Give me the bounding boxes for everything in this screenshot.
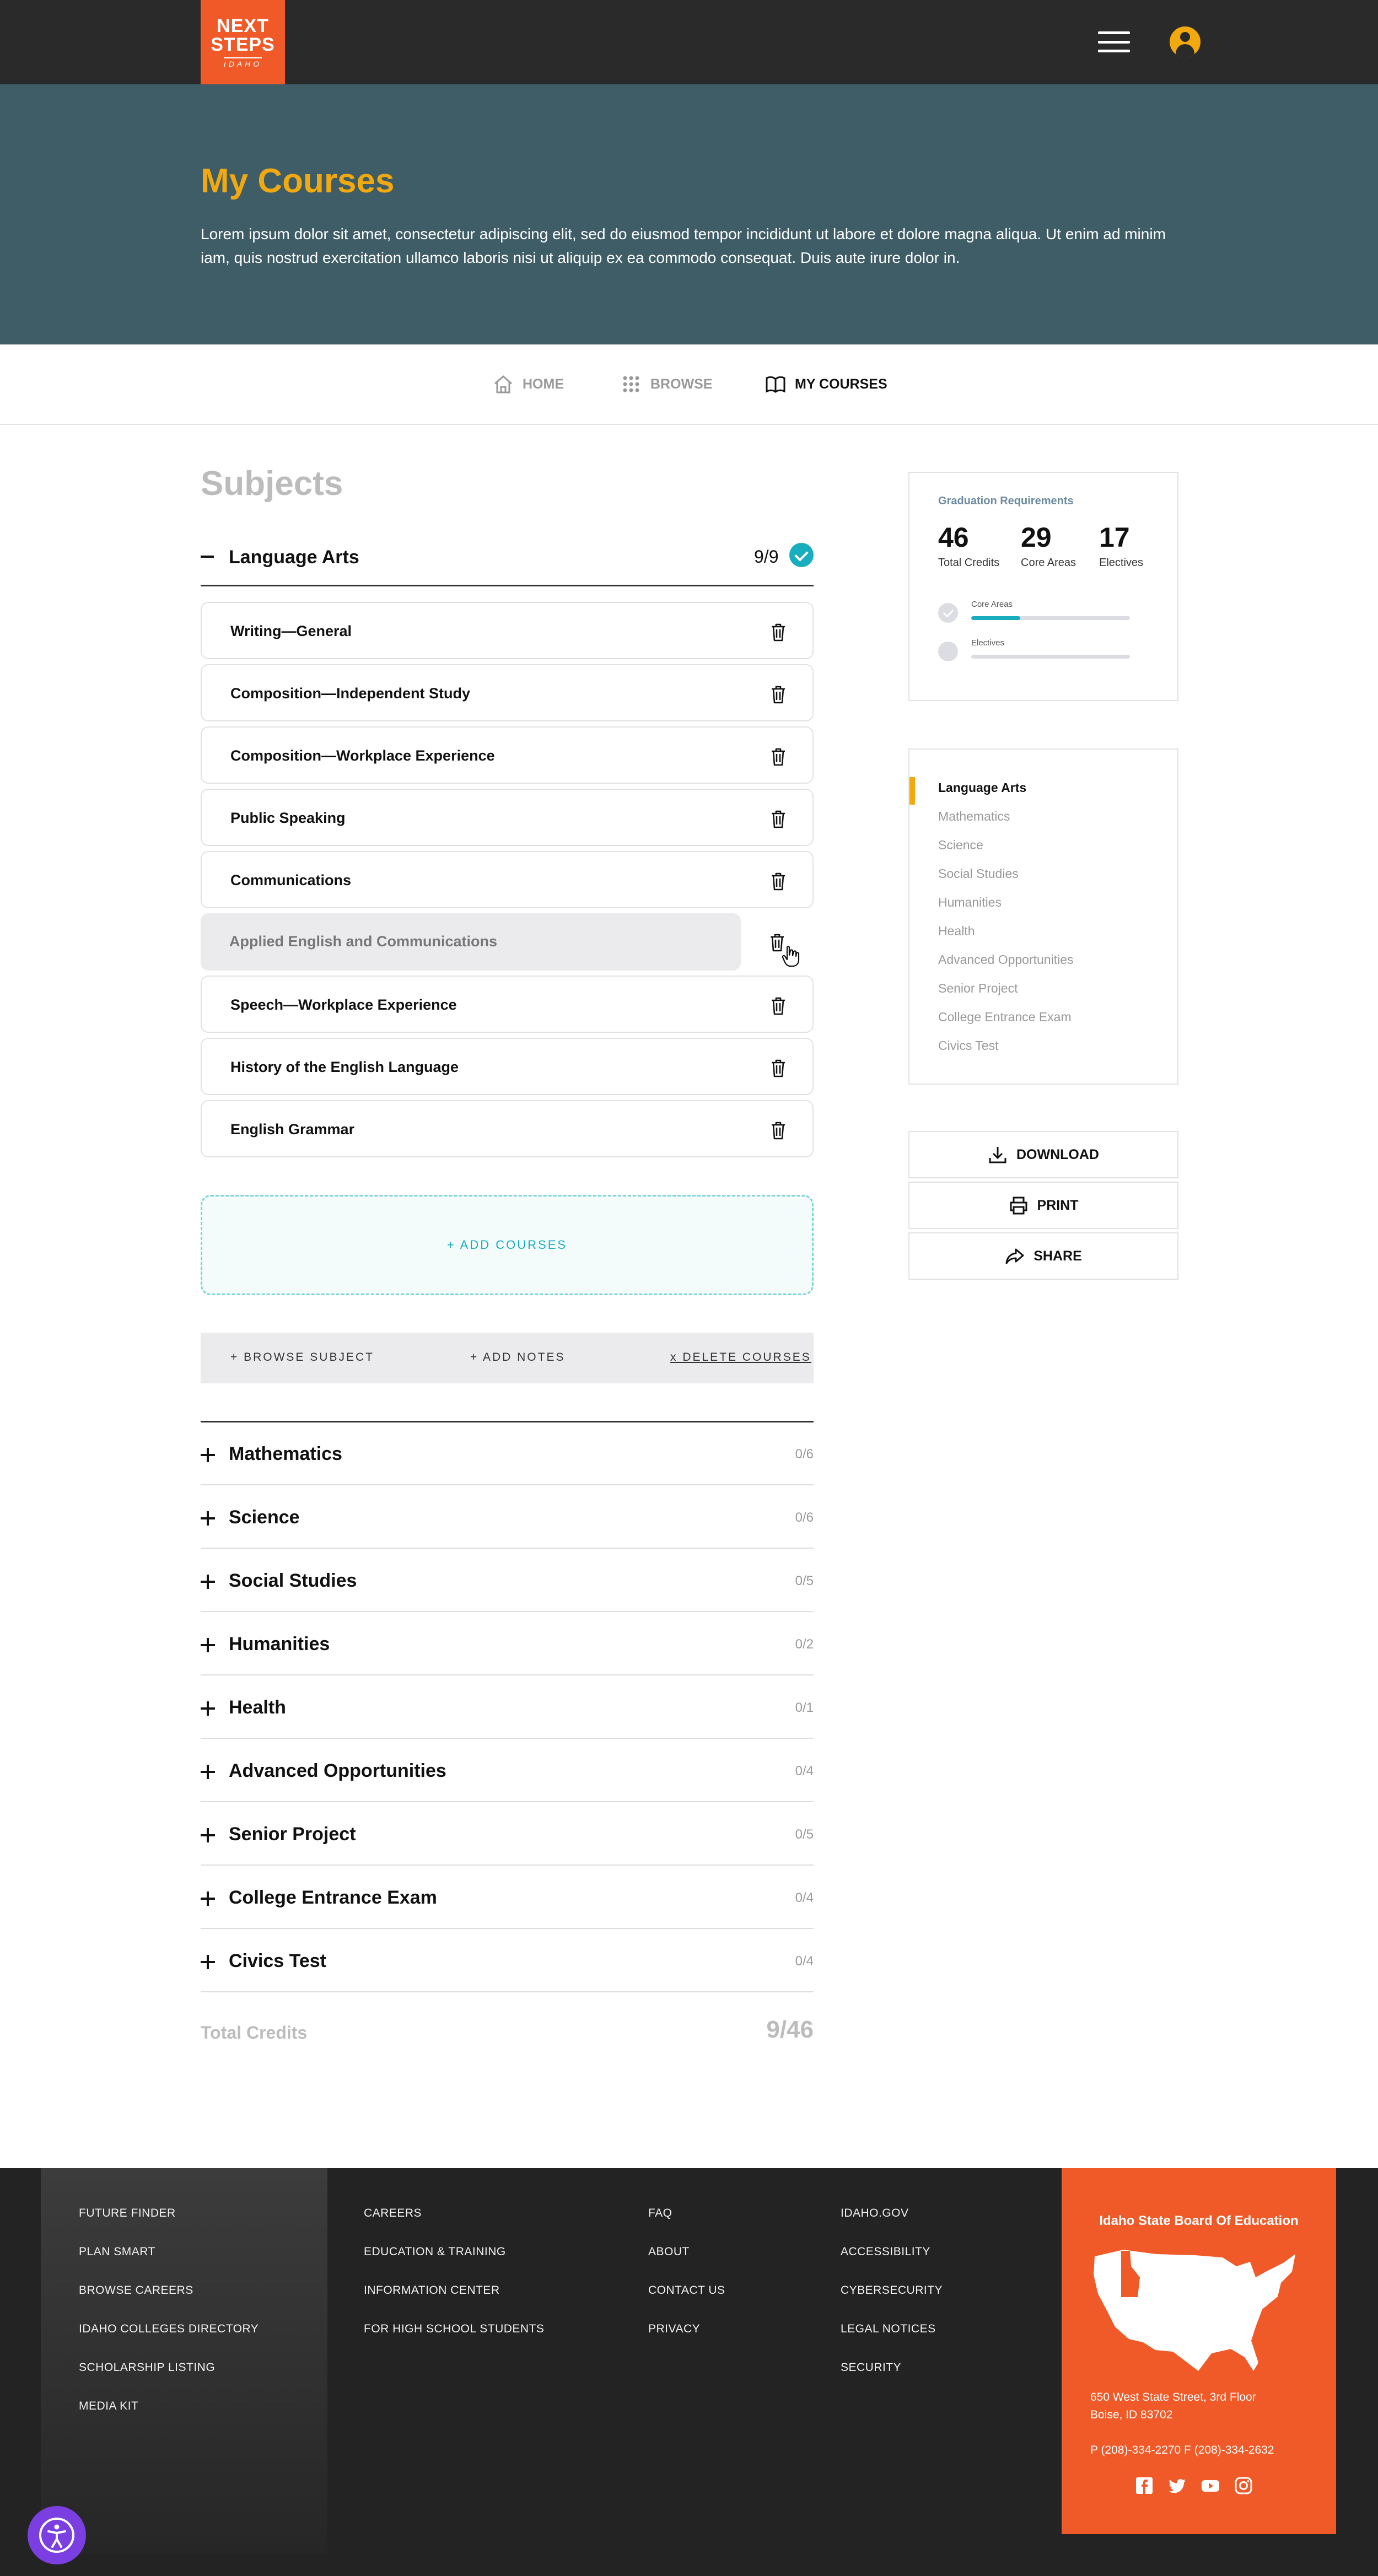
tab-my-courses-label: MY COURSES bbox=[795, 376, 887, 392]
subject-name: Science bbox=[229, 1507, 300, 1528]
expand-plus-icon[interactable] bbox=[201, 1828, 215, 1842]
subject-row[interactable] bbox=[201, 1486, 814, 1549]
tab-home-label: HOME bbox=[523, 376, 564, 392]
hand-cursor-icon bbox=[782, 945, 800, 967]
course-row[interactable] bbox=[201, 664, 814, 721]
trash-icon[interactable] bbox=[770, 623, 787, 642]
footer-link[interactable]: IDAHO COLLEGES DIRECTORY bbox=[79, 2322, 259, 2335]
total-credits-label: Total Credits bbox=[201, 2023, 308, 2043]
total-credits-value: 9/46 bbox=[766, 2016, 814, 2043]
subject-row[interactable] bbox=[201, 1676, 814, 1739]
subject-count: 0/1 bbox=[795, 1700, 814, 1715]
expand-plus-icon[interactable] bbox=[201, 1448, 215, 1462]
stat-label: Electives bbox=[1099, 557, 1144, 569]
course-row[interactable] bbox=[201, 789, 814, 846]
course-name: English Grammar bbox=[230, 1121, 355, 1138]
board-title: Idaho State Board Of Education bbox=[1099, 2213, 1299, 2228]
subject-row[interactable] bbox=[201, 1803, 814, 1866]
download-icon bbox=[988, 1145, 1008, 1165]
stat-electives bbox=[1099, 521, 1143, 569]
subject-row[interactable] bbox=[201, 1613, 814, 1675]
collapse-icon[interactable] bbox=[201, 556, 214, 558]
usa-map-icon bbox=[1090, 2244, 1300, 2382]
facebook-icon[interactable] bbox=[1134, 2476, 1154, 2496]
footer-link[interactable]: CYBERSECURITY bbox=[841, 2284, 943, 2297]
graduation-title: Graduation Requirements bbox=[938, 495, 1074, 507]
instagram-icon[interactable] bbox=[1234, 2476, 1253, 2496]
course-row[interactable] bbox=[201, 976, 814, 1033]
print-button[interactable] bbox=[908, 1182, 1178, 1229]
expand-plus-icon[interactable] bbox=[201, 1638, 215, 1652]
board-address-1: 650 West State Street, 3rd Floor bbox=[1090, 2391, 1256, 2403]
subject-nav-item[interactable]: Science bbox=[938, 838, 983, 852]
subjects-heading: Subjects bbox=[201, 465, 343, 503]
subject-row[interactable] bbox=[201, 1866, 814, 1929]
subject-nav-item[interactable]: Senior Project bbox=[938, 981, 1018, 995]
course-name: Communications bbox=[230, 872, 352, 888]
progress-label: Core Areas bbox=[971, 600, 1013, 609]
site-footer bbox=[0, 2168, 1378, 2576]
subject-row[interactable] bbox=[201, 1930, 814, 1992]
stat-label: Total Credits bbox=[938, 557, 1000, 569]
logo-line-3: IDAHO bbox=[224, 57, 262, 68]
footer-link[interactable]: CAREERS bbox=[364, 2207, 422, 2219]
download-label: DOWNLOAD bbox=[1016, 1146, 1099, 1162]
course-row[interactable] bbox=[201, 602, 814, 659]
trash-icon[interactable] bbox=[770, 872, 787, 891]
course-row[interactable] bbox=[201, 1100, 814, 1157]
language-arts-count: 9/9 bbox=[754, 547, 779, 567]
subject-name: Mathematics bbox=[229, 1443, 342, 1464]
subject-name: Civics Test bbox=[229, 1950, 327, 1971]
subject-nav-item[interactable]: Mathematics bbox=[938, 809, 1010, 823]
subject-nav-item[interactable]: College Entrance Exam bbox=[938, 1010, 1072, 1024]
subject-nav-item[interactable]: Health bbox=[938, 924, 975, 938]
subject-nav-item[interactable]: Language Arts bbox=[938, 780, 1027, 795]
logo-line-1: NEXT bbox=[217, 15, 269, 36]
print-label: PRINT bbox=[1037, 1197, 1079, 1213]
add-notes-button[interactable]: + ADD NOTES bbox=[470, 1351, 566, 1364]
subject-action-bar bbox=[201, 1333, 814, 1383]
subject-count: 0/2 bbox=[795, 1637, 814, 1652]
page-description: Lorem ipsum dolor sit amet, consectetur adipiscing elit, sed do eiusmod tempor incididunt ut labore et dolore magna aliqua. Ut enim ad minim iam, quis nostrud exercitation ullamco laboris nisi ut aliquip ex ea commodo consequat. Duis aute irure dolor in. bbox=[201, 225, 1166, 266]
stat-value: 46 bbox=[938, 522, 969, 553]
tab-browse-label: BROWSE bbox=[650, 376, 713, 392]
progress-fill bbox=[971, 616, 1020, 620]
expand-plus-icon[interactable] bbox=[201, 1955, 215, 1969]
subject-name: Humanities bbox=[229, 1634, 330, 1655]
subject-count: 0/4 bbox=[795, 1764, 814, 1779]
language-arts-title: Language Arts bbox=[229, 547, 359, 568]
language-arts-header[interactable] bbox=[201, 536, 814, 586]
footer-link[interactable]: SCHOLARSHIP LISTING bbox=[79, 2361, 216, 2374]
course-row[interactable] bbox=[201, 726, 814, 784]
course-row[interactable] bbox=[201, 851, 814, 908]
stat-core-areas bbox=[1021, 521, 1076, 569]
stat-value: 17 bbox=[1099, 522, 1130, 553]
stat-total-credits bbox=[938, 521, 999, 569]
top-bar bbox=[0, 0, 1378, 84]
progress-check-icon bbox=[938, 603, 958, 623]
course-name: Applied English and Communications bbox=[229, 933, 498, 950]
subject-count: 0/5 bbox=[795, 1573, 814, 1588]
home-icon bbox=[493, 374, 514, 395]
course-row[interactable] bbox=[201, 913, 814, 971]
stat-value: 29 bbox=[1021, 522, 1052, 553]
expand-plus-icon[interactable] bbox=[201, 1765, 215, 1779]
expand-plus-icon[interactable] bbox=[201, 1891, 215, 1906]
board-of-education-card bbox=[1062, 2168, 1336, 2534]
tab-browse[interactable] bbox=[621, 372, 713, 396]
course-name: Public Speaking bbox=[230, 810, 346, 826]
expand-plus-icon[interactable] bbox=[201, 1511, 215, 1526]
share-label: SHARE bbox=[1034, 1248, 1082, 1264]
add-courses-button[interactable]: + ADD COURSES bbox=[201, 1195, 814, 1295]
book-icon bbox=[765, 374, 786, 395]
subject-count: 0/5 bbox=[795, 1827, 814, 1842]
trash-icon[interactable] bbox=[770, 810, 787, 828]
subject-name: College Entrance Exam bbox=[229, 1887, 437, 1908]
board-phone: P (208)-334-2270 F (208)-334-2632 bbox=[1090, 2444, 1274, 2456]
subject-name: Social Studies bbox=[229, 1570, 357, 1591]
expand-plus-icon[interactable] bbox=[201, 1575, 215, 1589]
share-arrow-icon bbox=[1005, 1246, 1025, 1266]
subject-name: Advanced Opportunities bbox=[229, 1760, 446, 1781]
subject-nav-card bbox=[908, 748, 1178, 1085]
grid-icon bbox=[621, 374, 642, 395]
page-title: My Courses bbox=[201, 162, 395, 200]
download-button[interactable] bbox=[908, 1131, 1178, 1178]
accessibility-person-icon bbox=[28, 2506, 86, 2564]
progress-check-icon bbox=[938, 642, 958, 661]
subject-nav-item[interactable]: Humanities bbox=[938, 895, 1002, 909]
trash-icon[interactable] bbox=[770, 1059, 787, 1077]
footer-link[interactable]: IDAHO.GOV bbox=[841, 2207, 909, 2219]
footer-link[interactable]: FUTURE FINDER bbox=[79, 2207, 176, 2219]
printer-icon bbox=[1009, 1195, 1029, 1215]
progress-track bbox=[971, 655, 1130, 659]
subject-count: 0/4 bbox=[795, 1890, 814, 1905]
core-areas-progress bbox=[938, 600, 1148, 625]
footer-link[interactable]: PLAN SMART bbox=[79, 2245, 155, 2258]
stat-label: Core Areas bbox=[1021, 557, 1076, 569]
hamburger-menu-icon[interactable] bbox=[1098, 31, 1130, 52]
course-name: Speech—Workplace Experience bbox=[230, 996, 457, 1013]
subject-count: 0/6 bbox=[795, 1447, 814, 1462]
trash-icon[interactable] bbox=[770, 747, 787, 766]
complete-check-icon bbox=[789, 543, 814, 567]
subject-count: 0/6 bbox=[795, 1510, 814, 1525]
subject-row[interactable] bbox=[201, 1739, 814, 1802]
footer-link[interactable]: BROWSE CAREERS bbox=[79, 2284, 193, 2297]
footer-link[interactable]: LEGAL NOTICES bbox=[841, 2322, 936, 2335]
subject-name: Senior Project bbox=[229, 1824, 356, 1845]
subject-row[interactable] bbox=[201, 1549, 814, 1612]
footer-link[interactable]: INFORMATION CENTER bbox=[364, 2284, 500, 2297]
main-tabs bbox=[0, 344, 1378, 425]
footer-link[interactable]: ABOUT bbox=[648, 2245, 690, 2258]
course-row[interactable] bbox=[201, 1038, 814, 1095]
board-address-2: Boise, ID 83702 bbox=[1090, 2408, 1173, 2421]
tab-my-courses[interactable] bbox=[765, 372, 887, 396]
subject-nav-item[interactable]: Social Studies bbox=[938, 866, 1019, 881]
footer-link[interactable]: ACCESSIBILITY bbox=[841, 2245, 930, 2258]
expand-plus-icon[interactable] bbox=[201, 1701, 215, 1716]
hero-banner bbox=[0, 84, 1378, 344]
progress-label: Electives bbox=[971, 638, 1005, 648]
active-indicator bbox=[909, 777, 915, 805]
course-name: Composition—Workplace Experience bbox=[230, 747, 495, 764]
subject-count: 0/4 bbox=[795, 1954, 814, 1969]
share-button[interactable] bbox=[908, 1232, 1178, 1280]
footer-link[interactable]: EDUCATION & TRAINING bbox=[364, 2245, 506, 2258]
subject-row[interactable] bbox=[201, 1422, 814, 1485]
logo-line-2: STEPS bbox=[211, 34, 275, 55]
trash-icon[interactable] bbox=[770, 996, 787, 1015]
footer-link[interactable]: CONTACT US bbox=[648, 2284, 725, 2297]
graduation-requirements-card bbox=[908, 472, 1178, 701]
subject-nav-item[interactable]: Civics Test bbox=[938, 1038, 999, 1053]
user-avatar-icon[interactable] bbox=[1170, 26, 1201, 57]
trash-icon[interactable] bbox=[770, 685, 787, 704]
footer-link[interactable]: MEDIA KIT bbox=[79, 2400, 139, 2412]
footer-link[interactable]: PRIVACY bbox=[648, 2322, 701, 2335]
course-name: History of the English Language bbox=[230, 1059, 459, 1075]
accessibility-widget-icon[interactable] bbox=[28, 2506, 86, 2564]
footer-link[interactable]: FOR HIGH SCHOOL STUDENTS bbox=[364, 2322, 545, 2335]
youtube-icon[interactable] bbox=[1201, 2476, 1220, 2496]
course-name: Composition—Independent Study bbox=[230, 685, 470, 702]
progress-track bbox=[971, 616, 1130, 620]
subject-nav-item[interactable]: Advanced Opportunities bbox=[938, 952, 1074, 967]
twitter-icon[interactable] bbox=[1167, 2476, 1187, 2496]
footer-link[interactable]: SECURITY bbox=[841, 2361, 902, 2374]
trash-icon[interactable] bbox=[770, 1121, 787, 1140]
footer-link[interactable]: FAQ bbox=[648, 2207, 672, 2219]
browse-subject-button[interactable]: + BROWSE SUBJECT bbox=[230, 1351, 374, 1364]
electives-progress bbox=[938, 638, 1148, 664]
next-steps-logo[interactable] bbox=[201, 0, 285, 84]
delete-courses-button[interactable]: x DELETE COURSES bbox=[670, 1351, 811, 1364]
course-name: Writing—General bbox=[230, 623, 352, 639]
tab-home[interactable] bbox=[493, 372, 564, 396]
subject-name: Health bbox=[229, 1697, 286, 1718]
